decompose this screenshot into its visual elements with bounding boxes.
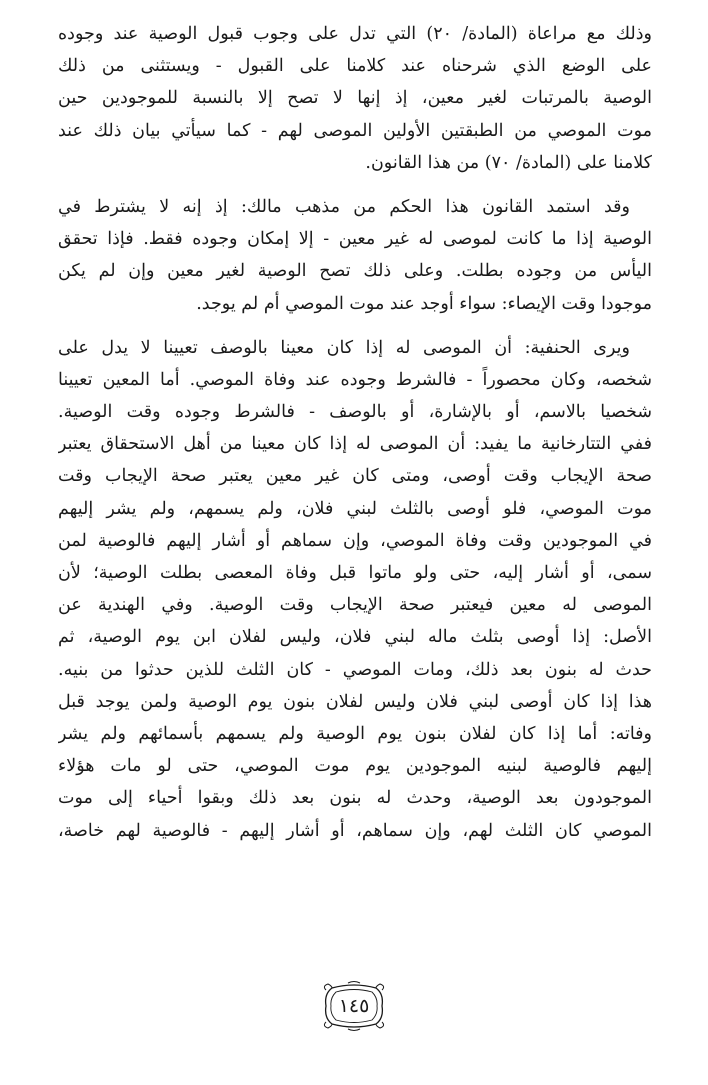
page-number-ornament [318,980,390,1032]
paragraph-3 [58,332,652,847]
text-line: ففي التتارخانية ما يفيد: أن الموصى له إذا كان معينا من أهل الاستحقاق يعتبر [58,434,652,455]
text-line: شخصه، وكان محصوراً - فالشرط وجوده عند وفاة الموصي. أما المعين تعيينا [58,369,652,390]
text-line: موجودا وقت الإيصاء: سواء أوجد عند موت الموصي أم لم يوجد. [196,293,652,314]
text-line: الوصية بالمرتبات لغير معين، إذ إنها لا تصح إلا بالنسبة للموجودين حين [58,88,652,109]
page-number: ١٤٥ [338,995,370,1017]
text-line: سمى، أو أشار إليه، حتى ولو ماتوا قبل وفاة المعصى بطلت الوصية؛ لأن [58,563,652,583]
text-line: موت الموصي من الطبقتين الأولين الموصى لهم - كما سيأتي بيان ذلك عند [58,120,652,141]
text-line: في الموجودين وقت وفاة الموصي، وإن سماهم أو أشار إليهم فالوصية لمن [58,530,652,551]
text-line: شخصيا بالاسم، أو بالإشارة، أو بالوصف - فالشرط وجوده وقت الوصية. [58,402,652,423]
page-body [58,18,652,859]
text-line: على الوضع الذي شرحناه عند كلامنا على القبول - ويستثنى من ذلك [58,56,652,77]
text-line: وفاته: أما إذا كان لفلان بنون يوم الوصية ولم يسمهم بأسمائهم ولم يشر [58,723,652,744]
paragraph-1 [58,18,652,179]
text-line: صحة الإيجاب وقت أوصى، ومتى كان غير معين يعتبر صحة الإيجاب وقت [58,466,652,487]
text-line: الأصل: إذا أوصى بثلث ماله لبني فلان، وليس لفلان ابن يوم الوصية، ثم [58,627,652,648]
text-line: هذا إذا كان أوصى لبني فلان وليس لفلان بنون يوم الوصية ولمن يوجد قبل [58,691,652,712]
text-line: الموجودون بعد الوصية، وحدث له بنون بعد ذلك وبقوا أحياء إلى موت [58,788,652,809]
text-line: ويرى الحنفية: أن الموصى له إذا كان معينا بالوصف تعيينا لا يدل على [58,337,630,358]
text-line: موت الموصي، فلو أوصى بالثلث لبني فلان، ولم يسمهم، ولم يشر إليهم [58,498,652,519]
text-line: الوصية إذا ما كانت لموصى له غير معين - إلا إمكان وجوده فقط. فإذا تحقق [58,229,652,250]
text-line: الموصى له معين فيعتبر صحة الإيجاب وقت الوصية. وفي الهندية عن [58,595,652,616]
text-line: وذلك مع مراعاة (المادة/ ٢٠) التي تدل على وجوب قبول الوصية عند وجوده [58,24,652,44]
text-line: وقد استمد القانون هذا الحكم من مذهب مالك: إذ إنه لا يشترط في [58,196,630,217]
text-line: اليأس من وجوده بطلت. وعلى ذلك تصح الوصية لغير معين وإن لم يكن [58,261,652,282]
paragraph-2 [58,191,652,320]
text-line: الموصي كان الثلث لهم، وإن سماهم، أو أشار إليهم - فالوصية لهم خاصة، [58,820,652,841]
text-line: حدث له بنون بعد ذلك، ومات الموصي - كان الثلث للذين حدثوا من بنيه. [58,659,652,680]
text-line: كلامنا على (المادة/ ٧٠) من هذا القانون. [365,152,652,173]
text-line: إليهم فالوصية لبنيه الموجودين يوم موت الموصي، حتى لو مات هؤلاء [58,756,652,777]
